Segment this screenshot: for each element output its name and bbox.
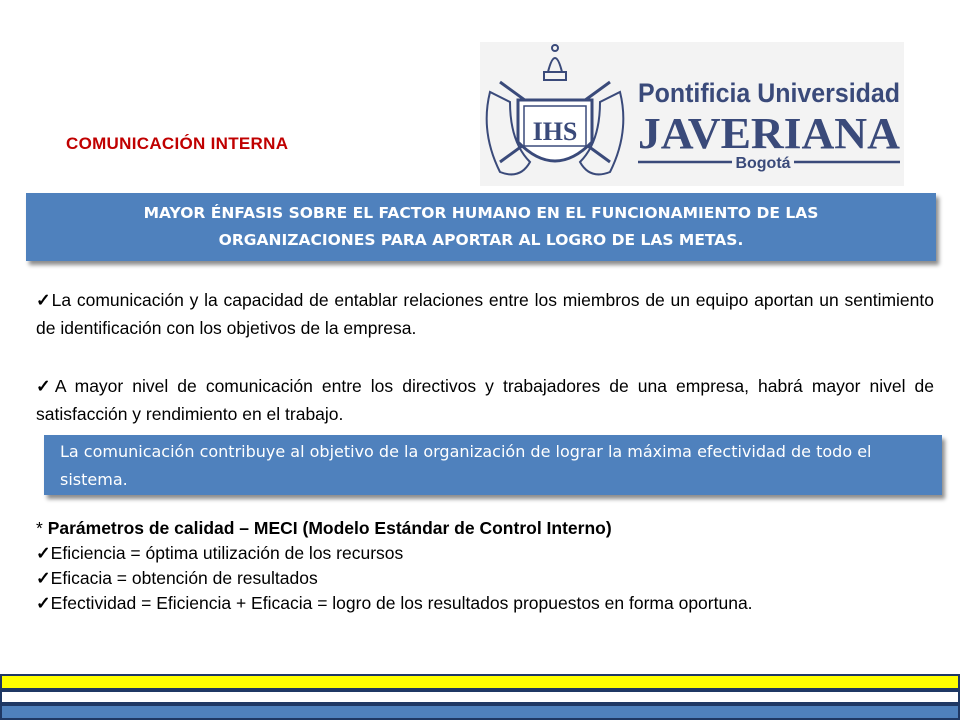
- parameter-text: Eficiencia = óptima utilización de los recursos: [50, 543, 404, 563]
- slide-title: COMUNICACIÓN INTERNA: [66, 134, 289, 153]
- parameter-text: Efectividad = Eficiencia + Eficacia = logro de los resultados propuestos en forma oportuna.: [50, 593, 753, 613]
- emphasis-banner-text: MAYOR ÉNFASIS SOBRE EL FACTOR HUMANO EN EL FUNCIONAMIENTO DE LAS ORGANIZACIONES PARA APORTAR AL LOGRO DE LAS METAS.: [143, 204, 819, 249]
- checkmark-icon: ✓: [36, 593, 51, 613]
- parameters-heading-text: Parámetros de calidad – MECI (Modelo Estándar de Control Interno): [47, 518, 612, 538]
- parameter-item: [36, 541, 936, 566]
- quality-parameters: [36, 516, 936, 616]
- university-seal-icon: [480, 42, 904, 186]
- parameters-heading: [36, 516, 936, 541]
- svg-text:IHS: IHS: [532, 117, 578, 146]
- parameter-text: Eficacia = obtención de resultados: [50, 568, 318, 588]
- svg-text:Bogotá: Bogotá: [735, 155, 791, 172]
- checkmark-icon: ✓: [36, 543, 51, 563]
- emphasis-banner: [26, 193, 936, 261]
- checkmark-icon: ✓: [36, 290, 52, 310]
- footer-bars: [0, 674, 960, 720]
- bullet-text: A mayor nivel de comunicación entre los directivos y trabajadores de una empresa, habrá mayor nivel de satisfacción y rendimiento en el trabajo.: [36, 376, 935, 424]
- svg-text:JAVERIANA: JAVERIANA: [638, 109, 901, 158]
- highlight-text: La comunicación contribuye al objetivo de la organización de lograr la máxima efectividad de todo el sistema.: [60, 442, 872, 489]
- bullet-text: La comunicación y la capacidad de entablar relaciones entre los miembros de un equipo aportan un sentimiento de identificación con los objetivos de la empresa.: [36, 290, 934, 338]
- parameter-item: [36, 566, 936, 591]
- checkmark-icon: ✓: [36, 568, 51, 588]
- footer-yellow-bar: [0, 674, 960, 690]
- footer-white-bar: [0, 690, 960, 704]
- bullet-paragraph: [36, 286, 934, 342]
- footer-blue-bar: [0, 704, 960, 720]
- parameter-item: [36, 591, 936, 616]
- checkmark-icon: ✓: [36, 376, 55, 396]
- university-logo: [480, 42, 904, 186]
- asterisk-prefix: *: [36, 518, 48, 538]
- bullet-paragraph: [36, 372, 934, 428]
- highlight-box: [44, 435, 942, 495]
- svg-text:Pontificia Universidad: Pontificia Universidad: [638, 78, 900, 108]
